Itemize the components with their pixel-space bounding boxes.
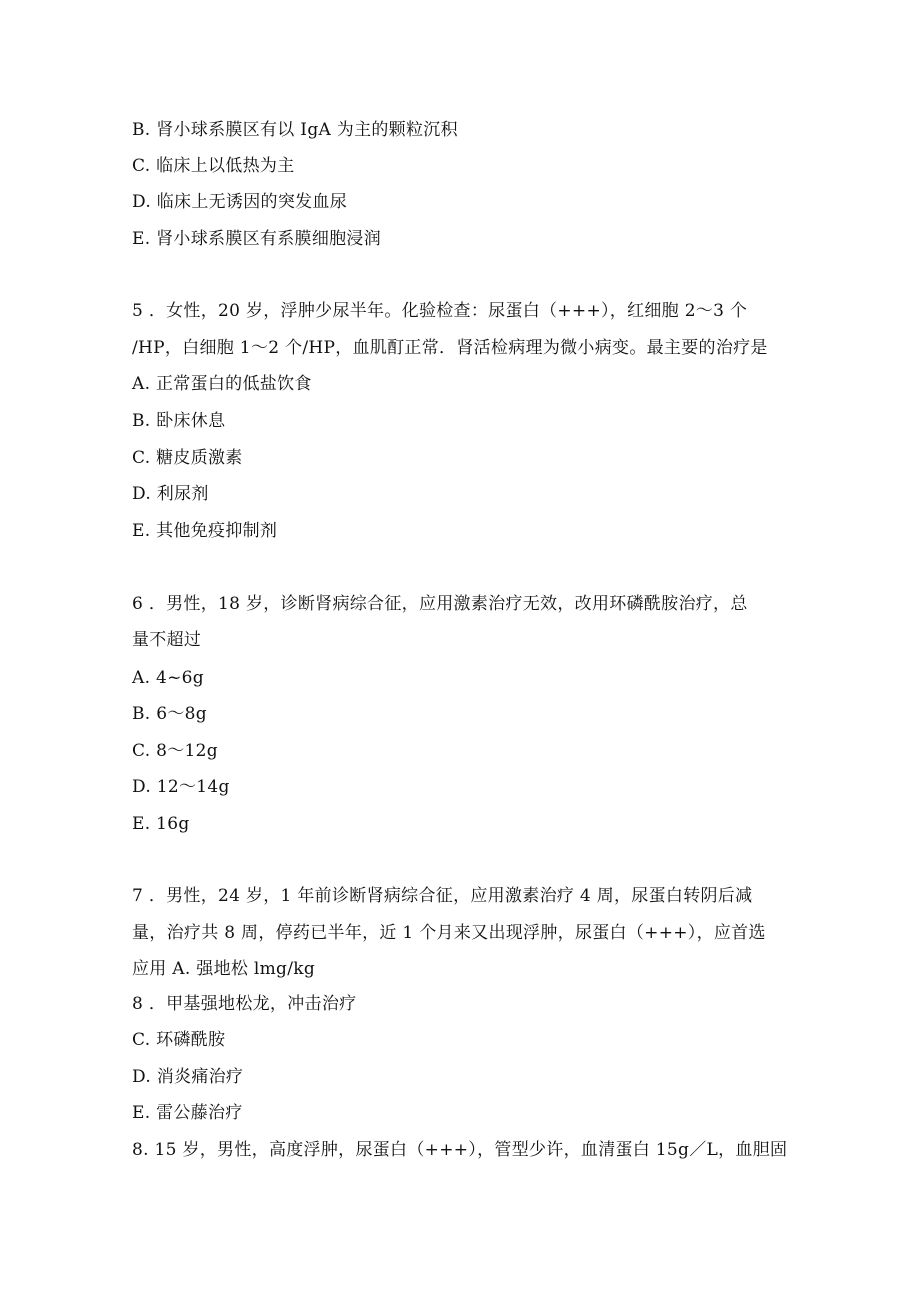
q6-option-c: C. 8～12g: [132, 741, 218, 761]
q7-stem-line-1: 7 ．男性，24 岁，1 年前诊断肾病综合征，应用激素治疗 4 周，尿蛋白转阴后减: [132, 886, 753, 906]
q5-option-b: B. 卧床休息: [132, 411, 226, 431]
q5-stem-line-1: 5 ．女性，20 岁，浮肿少尿半年。化验检查：尿蛋白（+++），红细胞 2～3 个: [132, 301, 748, 321]
q5-option-c: C. 糖皮质激素: [132, 448, 243, 468]
q6-option-a: A. 4~6g: [132, 668, 204, 688]
q7-stem-line-2: 量，治疗共 8 周，停药已半年，近 1 个月来又出现浮肿，尿蛋白（+++），应首选: [132, 923, 766, 943]
q7-option-b: 8 ．甲基强地松龙，冲击治疗: [132, 994, 357, 1014]
q4-option-d: D. 临床上无诱因的突发血尿: [132, 192, 348, 212]
q7-stem-line-3: 应用 A. 强地松 lmg/kg: [132, 959, 316, 979]
q4-option-c: C. 临床上以低热为主: [132, 156, 295, 176]
q8-stem-line-1: 8. 15 岁，男性，高度浮肿，尿蛋白（+++），管型少许，血清蛋白 15g／L，血胆固: [132, 1140, 788, 1160]
q6-stem-line-1: 6 ．男性，18 岁，诊断肾病综合征，应用激素治疗无效，改用环磷酰胺治疗，总: [132, 594, 748, 614]
q7-option-d: D. 消炎痛治疗: [132, 1067, 244, 1087]
q4-option-b: B. 肾小球系膜区有以 IgA 为主的颗粒沉积: [132, 120, 458, 140]
q5-option-e: E. 其他免疫抑制剂: [132, 521, 278, 541]
q6-option-d: D. 12～14g: [132, 777, 230, 797]
q4-option-e: E. 肾小球系膜区有系膜细胞浸润: [132, 229, 382, 249]
q6-option-b: B. 6～8g: [132, 704, 207, 724]
q6-stem-line-2: 量不超过: [132, 630, 202, 650]
q7-option-c: C. 环磷酰胺: [132, 1030, 226, 1050]
q5-option-a: A. 正常蛋白的低盐饮食: [132, 374, 312, 394]
q7-option-e: E. 雷公藤治疗: [132, 1103, 243, 1123]
q6-option-e: E. 16g: [132, 814, 190, 834]
q5-option-d: D. 利尿剂: [132, 484, 209, 504]
q5-stem-line-2: /HP，白细胞 1～2 个/HP，血肌酊正常．肾活检病理为微小病变。最主要的治疗是: [132, 338, 768, 358]
